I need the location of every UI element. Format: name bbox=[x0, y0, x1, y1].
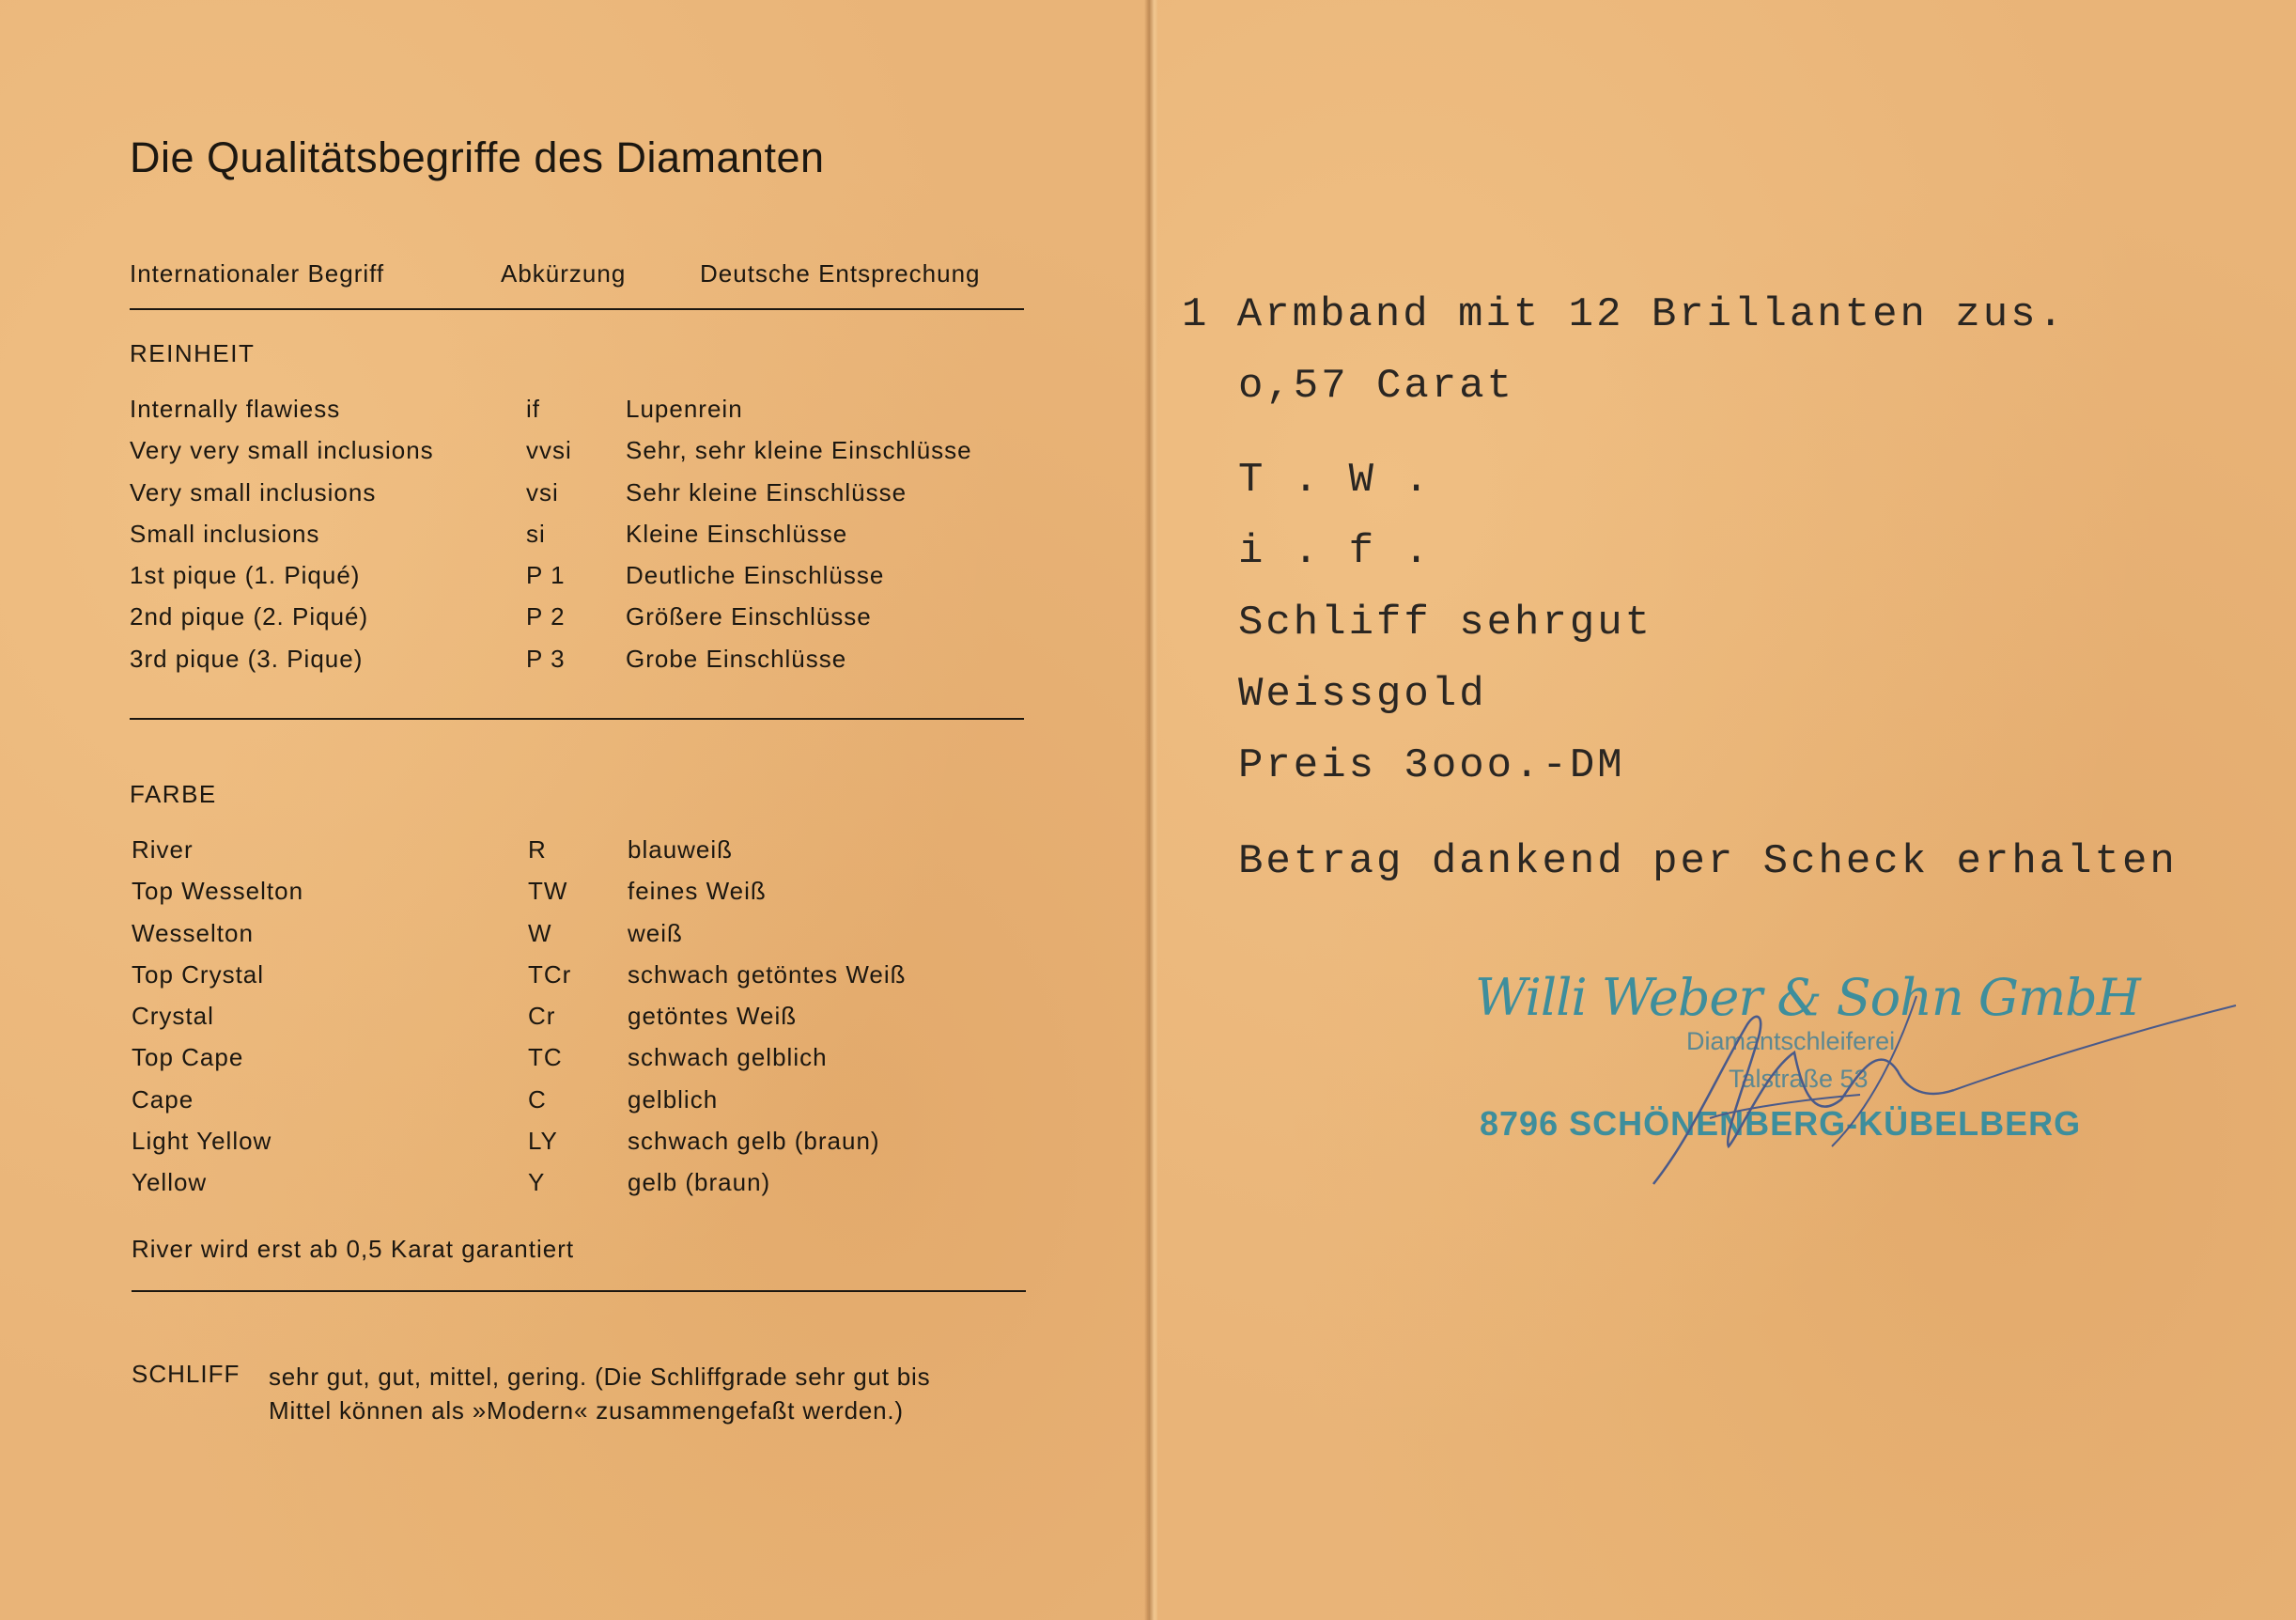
term-cell: River bbox=[132, 835, 194, 864]
german-cell: schwach gelblich bbox=[628, 1043, 828, 1072]
schliff-description bbox=[269, 1360, 1039, 1427]
term-cell: 3rd pique (3. Pique) bbox=[130, 644, 364, 673]
right-page bbox=[1157, 0, 2296, 1620]
typed-line-color: T . W . bbox=[1238, 457, 1432, 504]
abbr-cell: R bbox=[528, 835, 547, 864]
stamp-company-name: Willi Weber & Sohn GmbH bbox=[1475, 968, 2140, 1027]
table-row bbox=[130, 436, 1032, 477]
abbr-cell: vvsi bbox=[526, 436, 572, 465]
table-row bbox=[132, 1168, 1033, 1209]
abbr-cell: TW bbox=[528, 877, 568, 906]
table-row bbox=[130, 645, 1032, 686]
signature bbox=[1616, 958, 2255, 1203]
abbr-cell: P 2 bbox=[526, 602, 566, 631]
table-row bbox=[130, 478, 1032, 520]
table-row bbox=[130, 395, 1032, 436]
stamp-city: 8796 SCHÖNENBERG-KÜBELBERG bbox=[1480, 1104, 2082, 1143]
german-cell: Lupenrein bbox=[626, 395, 743, 423]
german-cell: Grobe Einschlüsse bbox=[626, 644, 847, 673]
term-cell: Top Crystal bbox=[132, 959, 265, 989]
stamp-street: Talstraße 53 bbox=[1729, 1065, 1869, 1093]
term-cell: Yellow bbox=[132, 1168, 208, 1197]
term-cell: Internally flawiess bbox=[130, 395, 341, 423]
table-row bbox=[132, 1043, 1033, 1084]
german-cell: gelb (braun) bbox=[628, 1168, 771, 1197]
typed-line-carat: o,57 Carat bbox=[1238, 363, 1515, 410]
abbr-cell: LY bbox=[528, 1127, 558, 1156]
abbr-cell: if bbox=[526, 395, 540, 423]
typed-line-payment: Betrag dankend per Scheck erhalten bbox=[1238, 838, 2178, 885]
abbr-cell: W bbox=[528, 918, 552, 947]
table-row bbox=[132, 919, 1033, 960]
german-cell: Deutliche Einschlüsse bbox=[626, 561, 885, 590]
abbr-cell: C bbox=[528, 1084, 547, 1114]
schliff-line-1: sehr gut, gut, mittel, gering. (Die Schliffgrade sehr gut bis bbox=[269, 1363, 931, 1391]
river-note: River wird erst ab 0,5 Karat garantiert bbox=[132, 1235, 575, 1263]
german-cell: gelblich bbox=[628, 1084, 719, 1114]
german-cell: feines Weiß bbox=[628, 877, 767, 906]
header-divider bbox=[130, 308, 1024, 310]
table-row bbox=[132, 1085, 1033, 1127]
section-label-farbe: FARBE bbox=[130, 780, 217, 808]
table-row bbox=[130, 561, 1032, 602]
reinheit-divider bbox=[130, 718, 1024, 720]
table-row bbox=[132, 1127, 1033, 1168]
abbr-cell: vsi bbox=[526, 477, 559, 506]
german-cell: Sehr, sehr kleine Einschlüsse bbox=[626, 436, 972, 465]
table-row bbox=[132, 877, 1033, 918]
german-cell: Sehr kleine Einschlüsse bbox=[626, 477, 908, 506]
typed-line-item: 1 Armband mit 12 Brillanten zus. bbox=[1182, 291, 2066, 338]
abbr-cell: P 1 bbox=[526, 561, 566, 590]
german-cell: weiß bbox=[628, 918, 683, 947]
german-cell: schwach getöntes Weiß bbox=[628, 959, 907, 989]
term-cell: Top Cape bbox=[132, 1043, 244, 1072]
term-cell: Wesselton bbox=[132, 918, 254, 947]
abbr-cell: si bbox=[526, 519, 546, 548]
reinheit-table bbox=[130, 395, 1032, 686]
table-row bbox=[132, 1002, 1033, 1043]
page-heading: Die Qualitätsbegriffe des Diamanten bbox=[130, 133, 825, 181]
table-row bbox=[130, 602, 1032, 644]
schliff-label: SCHLIFF bbox=[132, 1360, 240, 1388]
column-header-international: Internationaler Begriff bbox=[130, 259, 385, 288]
term-cell: 2nd pique (2. Piqué) bbox=[130, 602, 369, 631]
table-row bbox=[132, 835, 1033, 877]
table-row bbox=[132, 960, 1033, 1002]
abbr-cell: TC bbox=[528, 1043, 563, 1072]
german-cell: getöntes Weiß bbox=[628, 1002, 798, 1031]
term-cell: Top Wesselton bbox=[132, 877, 304, 906]
schliff-line-2: Mittel können als »Modern« zusammengefaßt werden.) bbox=[269, 1396, 904, 1425]
term-cell: Small inclusions bbox=[130, 519, 320, 548]
farbe-divider bbox=[132, 1290, 1026, 1292]
term-cell: 1st pique (1. Piqué) bbox=[130, 561, 361, 590]
column-header-german: Deutsche Entsprechung bbox=[700, 259, 981, 288]
term-cell: Crystal bbox=[132, 1002, 214, 1031]
german-cell: Größere Einschlüsse bbox=[626, 602, 872, 631]
farbe-table bbox=[132, 835, 1033, 1210]
section-label-reinheit: REINHEIT bbox=[130, 339, 256, 367]
term-cell: Light Yellow bbox=[132, 1127, 272, 1156]
typed-line-metal: Weissgold bbox=[1238, 671, 1487, 718]
abbr-cell: Y bbox=[528, 1168, 546, 1197]
german-cell: Kleine Einschlüsse bbox=[626, 519, 848, 548]
typed-line-clarity: i . f . bbox=[1238, 528, 1432, 575]
german-cell: schwach gelb (braun) bbox=[628, 1127, 880, 1156]
table-row bbox=[130, 520, 1032, 561]
term-cell: Cape bbox=[132, 1084, 194, 1114]
typed-line-cut: Schliff sehrgut bbox=[1238, 600, 1653, 646]
german-cell: blauweiß bbox=[628, 835, 734, 864]
term-cell: Very small inclusions bbox=[130, 477, 377, 506]
abbr-cell: Cr bbox=[528, 1002, 556, 1031]
abbr-cell: TCr bbox=[528, 959, 572, 989]
abbr-cell: P 3 bbox=[526, 644, 566, 673]
stamp-subtitle: Diamantschleiferei bbox=[1686, 1027, 1896, 1055]
term-cell: Very very small inclusions bbox=[130, 436, 434, 465]
column-header-abbreviation: Abkürzung bbox=[501, 259, 627, 288]
typed-line-price: Preis 3ooo.-DM bbox=[1238, 742, 1625, 789]
